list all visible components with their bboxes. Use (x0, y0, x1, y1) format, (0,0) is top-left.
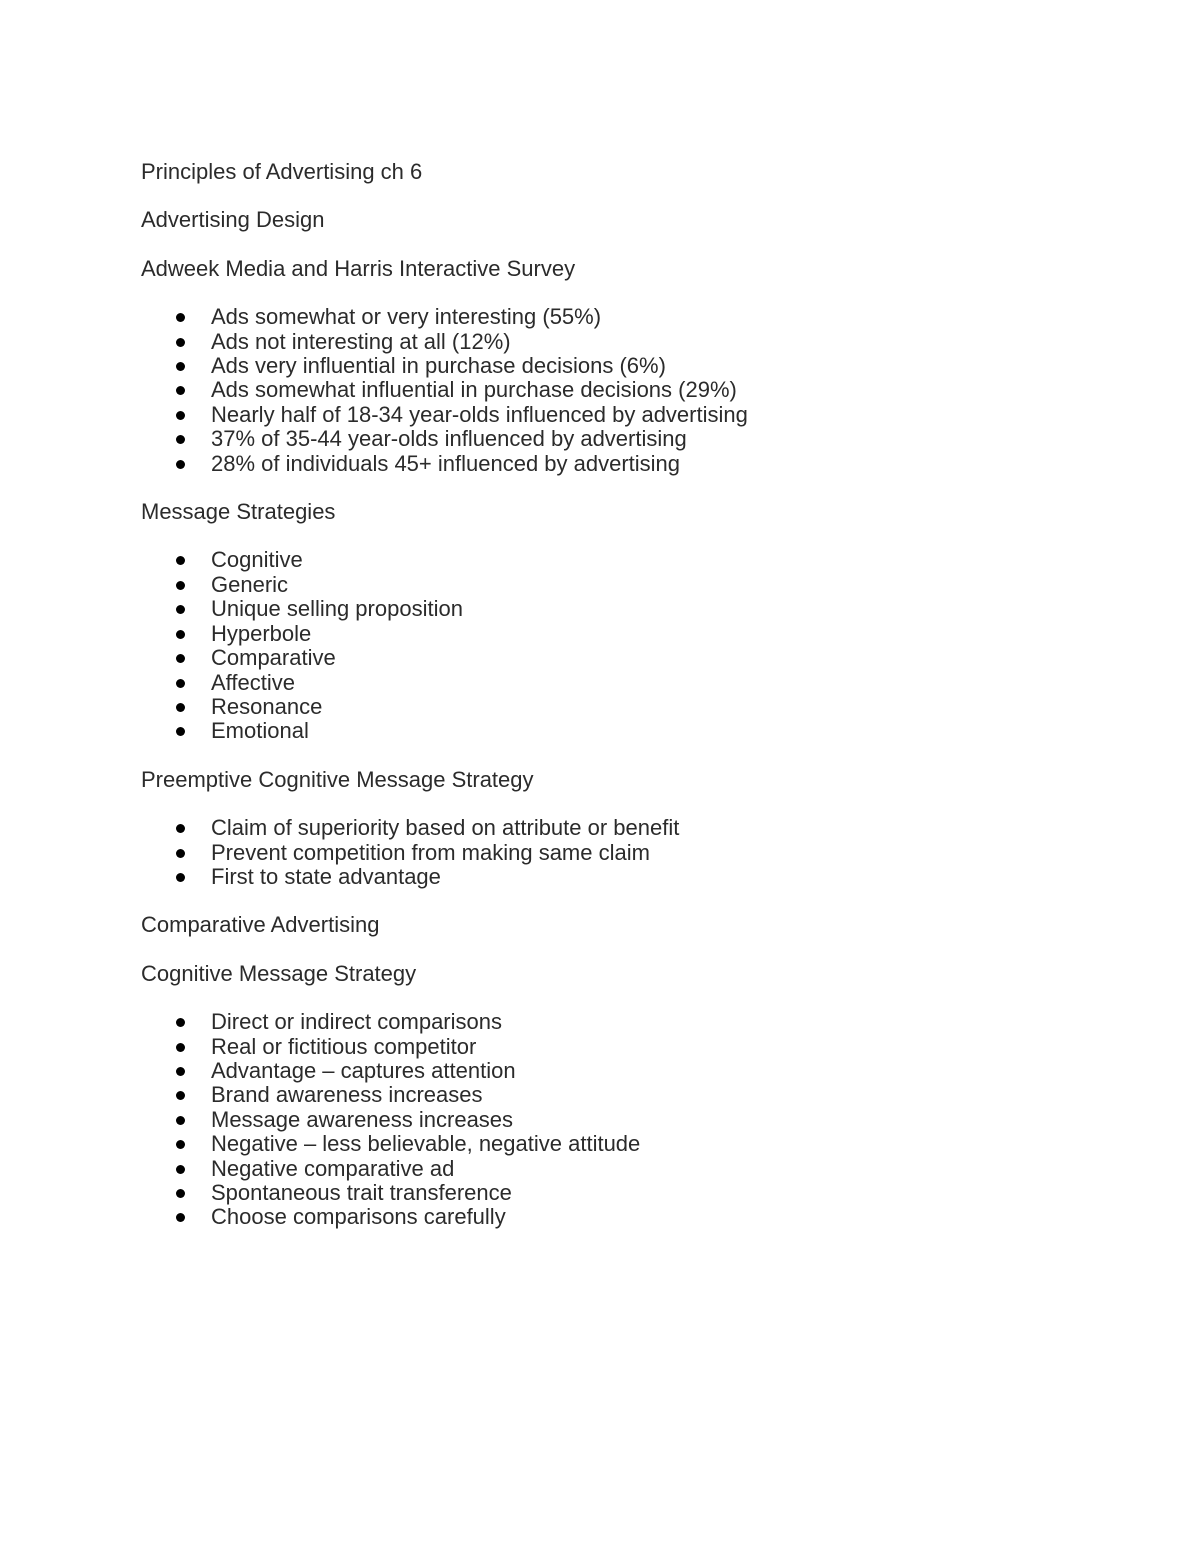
list-item (141, 719, 1121, 743)
bullet-icon (176, 1018, 185, 1027)
bullet-list (141, 548, 1121, 743)
bullet-icon (176, 849, 185, 858)
bullet-icon (176, 435, 185, 444)
list-item (141, 816, 1121, 840)
list-item-text: 37% of 35-44 year-olds influenced by advertising (211, 426, 687, 452)
section-heading: Adweek Media and Harris Interactive Survey (141, 255, 576, 281)
list-item-text: 28% of individuals 45+ influenced by advertising (211, 450, 681, 476)
list-item-text: First to state advantage (211, 863, 441, 889)
list-item (141, 671, 1121, 695)
bullet-icon (176, 1116, 185, 1125)
list-item-text: Prevent competition from making same claim (211, 839, 650, 865)
list-item (141, 1181, 1121, 1205)
bullet-icon (176, 411, 185, 420)
bullet-icon (176, 1140, 185, 1149)
list-item (141, 646, 1121, 670)
list-item-text: Claim of superiority based on attribute or benefit (211, 815, 680, 841)
list-item-text: Direct or indirect comparisons (211, 1009, 502, 1035)
bullet-icon (176, 873, 185, 882)
list-item-text: Resonance (211, 693, 323, 719)
list-item (141, 1205, 1121, 1229)
section-heading: Preemptive Cognitive Message Strategy (141, 766, 534, 792)
section-heading: Cognitive Message Strategy (141, 960, 417, 986)
list-item-text: Message awareness increases (211, 1106, 514, 1132)
bullet-icon (176, 630, 185, 639)
list-item-text: Ads somewhat or very interesting (55%) (211, 304, 602, 330)
section-heading: Comparative Advertising (141, 912, 380, 938)
bullet-icon (176, 556, 185, 565)
bullet-icon (176, 727, 185, 736)
list-item (141, 403, 1121, 427)
list-item (141, 622, 1121, 646)
bullet-icon (176, 581, 185, 590)
bullet-icon (176, 1165, 185, 1174)
bullet-icon (176, 1091, 185, 1100)
list-item-text: Comparative (211, 645, 336, 671)
list-item-text: Cognitive (211, 547, 303, 573)
document-subtitle: Advertising Design (141, 207, 325, 233)
list-item-text: Choose comparisons carefully (211, 1204, 506, 1230)
list-item-text: Brand awareness increases (211, 1082, 483, 1108)
list-item-text: Ads very influential in purchase decisions (6%) (211, 353, 666, 379)
list-item-text: Ads somewhat influential in purchase decisions (29%) (211, 377, 737, 403)
bullet-list (141, 816, 1121, 889)
list-item-text: Negative – less believable, negative attitude (211, 1131, 641, 1157)
bullet-list (141, 305, 1121, 476)
list-item (141, 1010, 1121, 1034)
list-item (141, 1083, 1121, 1107)
list-item (141, 305, 1121, 329)
section-heading: Message Strategies (141, 499, 336, 525)
list-item-text: Advantage – captures attention (211, 1057, 516, 1083)
list-item (141, 695, 1121, 719)
list-item (141, 865, 1121, 889)
list-item-text: Hyperbole (211, 620, 312, 646)
list-item (141, 548, 1121, 572)
bullet-icon (176, 1043, 185, 1052)
bullet-icon (176, 1067, 185, 1076)
list-item (141, 1059, 1121, 1083)
list-item-text: Ads not interesting at all (12%) (211, 328, 511, 354)
list-item-text: Affective (211, 669, 295, 695)
list-item-text: Spontaneous trait transference (211, 1180, 512, 1205)
bullet-icon (176, 386, 185, 395)
list-item (141, 1157, 1121, 1181)
bullet-icon (176, 338, 185, 347)
list-item (141, 597, 1121, 621)
list-item-text: Negative comparative ad (211, 1155, 455, 1181)
list-item (141, 354, 1121, 378)
document-page (141, 160, 1121, 1254)
bullet-icon (176, 362, 185, 371)
list-item (141, 1108, 1121, 1132)
list-item-text: Nearly half of 18-34 year-olds influenced by advertising (211, 401, 748, 427)
list-item (141, 378, 1121, 402)
list-item (141, 427, 1121, 451)
bullet-icon (176, 679, 185, 688)
document-title: Principles of Advertising ch 6 (141, 159, 423, 184)
bullet-icon (176, 824, 185, 833)
bullet-icon (176, 313, 185, 322)
list-item-text: Unique selling proposition (211, 596, 463, 622)
list-item (141, 452, 1121, 476)
bullet-list (141, 1010, 1121, 1230)
list-item (141, 573, 1121, 597)
bullet-icon (176, 1189, 185, 1198)
bullet-icon (176, 703, 185, 712)
list-item-text: Real or fictitious competitor (211, 1033, 477, 1059)
list-item (141, 841, 1121, 865)
list-item-text: Generic (211, 571, 289, 597)
list-item (141, 1035, 1121, 1059)
bullet-icon (176, 654, 185, 663)
list-item (141, 330, 1121, 354)
bullet-icon (176, 605, 185, 614)
list-item (141, 1132, 1121, 1156)
bullet-icon (176, 460, 185, 469)
bullet-icon (176, 1213, 185, 1222)
list-item-text: Emotional (211, 718, 309, 744)
